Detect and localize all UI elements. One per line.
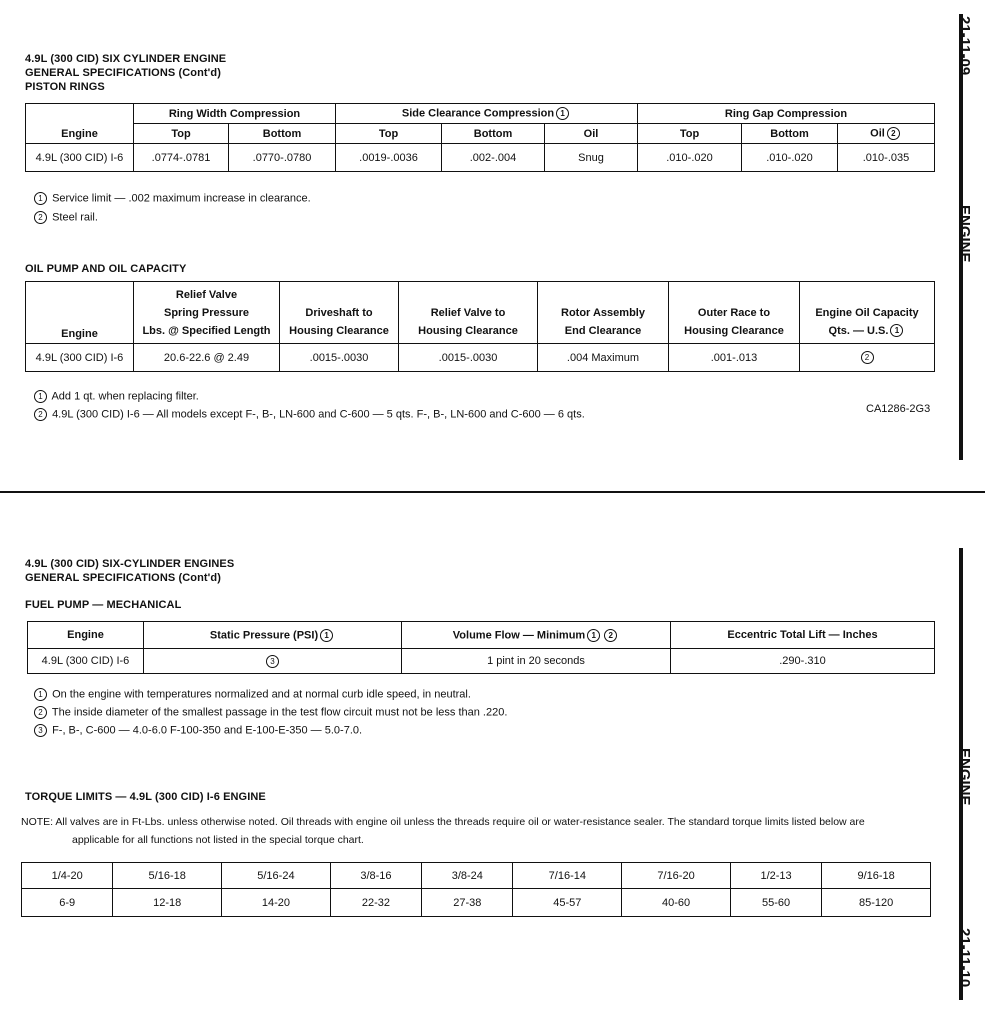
col-engine: Engine	[26, 104, 134, 144]
col-bottom: Bottom	[742, 124, 838, 144]
page-divider	[0, 491, 985, 493]
torque-note-cont: applicable for all functions not listed in the special torque chart.	[72, 834, 364, 846]
footnote: 2 Steel rail.	[32, 211, 98, 224]
col-ring-width: Ring Width Compression	[134, 104, 336, 124]
section-title: OIL PUMP AND OIL CAPACITY	[25, 263, 187, 275]
page2-title: 4.9L (300 CID) SIX-CYLINDER ENGINES GENERAL SPECIFICATIONS (Cont'd)	[25, 558, 235, 584]
footnote: 1 Add 1 qt. when replacing filter.	[32, 390, 199, 403]
col-bottom: Bottom	[229, 124, 336, 144]
side-label: ENGINE	[956, 748, 973, 806]
col-ring-gap: Ring Gap Compression	[638, 104, 935, 124]
section-title: FUEL PUMP — MECHANICAL	[25, 599, 182, 611]
footnote-marker: 2	[887, 127, 900, 140]
piston-rings-table	[25, 103, 935, 172]
table-row: 4.9L (300 CID) I-6 .0774-.0781 .0770-.0780 .0019-.0036 .002-.004 Snug .010-.020 .010-.020 .010-.035	[26, 144, 935, 172]
col-top: Top	[336, 124, 442, 144]
col-oil: Oil 2	[838, 124, 935, 144]
col-bottom: Bottom	[442, 124, 545, 144]
fuel-pump-table: Engine Static Pressure (PSI) 1 Volume Flow — Minimum 1 2 Eccentric Total Lift — Inches 4.9L (300 CID) I-6 3 1 pint in 20 seconds .290-.310	[27, 621, 935, 674]
page1-title: 4.9L (300 CID) SIX CYLINDER ENGINE GENERAL SPECIFICATIONS (Cont'd) PISTON RINGS	[25, 53, 227, 93]
figure-code: CA1286-2G3	[866, 403, 931, 415]
oil-pump-table: Engine Relief Valve Spring Pressure Lbs. @ Specified Length Driveshaft to Housing Clearance Relief Valve to Housing Clearance Rotor Assembly End Clearance Outer Race to Housing Clearance Engine Oil Capacity Qts. — U.S. 1 4.9L (300 CID) I-6 20.6-22.6 @ 2.49 .0015-.0030 .0015-.0030 .004 Maximum .001-.013 2	[25, 281, 935, 372]
footnote: 3 F-, B-, C-600 — 4.0-6.0 F-100-350 and E-100-E-350 — 5.0-7.0.	[32, 724, 362, 737]
torque-note: NOTE: All valves are in Ft-Lbs. unless otherwise noted. Oil threads with engine oil unless the threads require oil or water-resistance sealer. The standard torque limits listed below are	[21, 816, 865, 828]
table-row: 4.9L (300 CID) I-6 3 1 pint in 20 seconds .290-.310	[28, 649, 935, 674]
page-number: 21-11-09	[956, 16, 973, 76]
col-top: Top	[638, 124, 742, 144]
page-number: 21-11-10	[956, 928, 973, 988]
side-label: ENGINE	[956, 205, 973, 263]
col-side-clearance: Side Clearance Compression 1	[336, 104, 638, 124]
footnote: 2 The inside diameter of the smallest passage in the test flow circuit must not be less than .220.	[32, 706, 507, 719]
col-top: Top	[134, 124, 229, 144]
footnote: 2 4.9L (300 CID) I-6 — All models except F-, B-, LN-600 and C-600 — 5 qts. F-, B-, LN-600 and C-600 — 6 qts.	[32, 408, 585, 421]
footnote-marker: 1	[556, 107, 569, 120]
torque-values-row: 6-9 12-18 14-20 22-32 27-38 45-57 40-60 55-60 85-120	[22, 889, 931, 917]
col-oil: Oil	[545, 124, 638, 144]
footnote: 1 Service limit — .002 maximum increase in clearance.	[32, 192, 311, 205]
table-row: 4.9L (300 CID) I-6 20.6-22.6 @ 2.49 .0015-.0030 .0015-.0030 .004 Maximum .001-.013 2	[26, 344, 935, 372]
footnote: 1 On the engine with temperatures normalized and at normal curb idle speed, in neutral.	[32, 688, 471, 701]
section-title: TORQUE LIMITS — 4.9L (300 CID) I-6 ENGINE	[25, 791, 266, 803]
torque-table	[21, 862, 931, 917]
torque-sizes-row: 1/4-20 5/16-18 5/16-24 3/8-16 3/8-24 7/16-14 7/16-20 1/2-13 9/16-18	[22, 863, 931, 889]
